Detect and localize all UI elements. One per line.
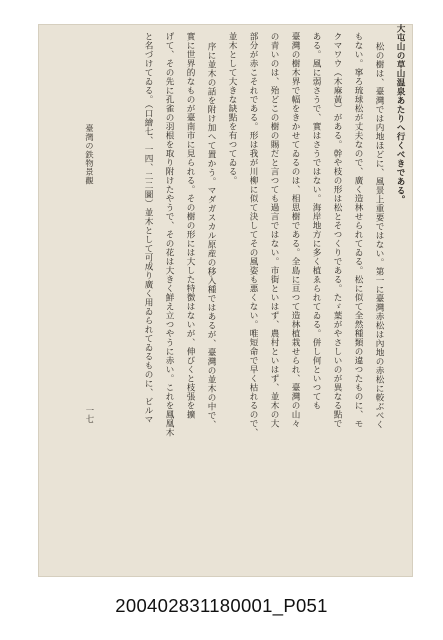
- text-line-8: 部分が赤こそれである。形は我が川柳に似て決してその風姿も悪くない。唯短命で早く枯れるので、: [248, 32, 258, 437]
- book-page: [38, 24, 413, 577]
- text-line-1: 大屯山の草山温泉あたりへ行くべきである。: [395, 24, 405, 204]
- image-id-caption: 200402831180001_P051: [115, 595, 328, 616]
- text-line-5: ある。風に弱さうで、實はさうではない。海岸地方に多く植ゑられてゐる。併し何といつても: [311, 32, 321, 410]
- text-line-13: と名づけてゐる。（口繪七、一四、二二圖）並木として可成り廣く用ゐられてゐるものに、ビルマ: [143, 32, 153, 424]
- running-head: 臺灣の鉄物景觀: [85, 124, 95, 185]
- page-number: 一七: [85, 406, 95, 423]
- text-line-7: の青いのは、殆どこの樹の賜だと言つても過言ではない。市街といはず、農村といはず、並木の大: [269, 32, 279, 428]
- text-line-2: 松の樹は、臺灣では内地ほどに、風景上重要ではない。第一に臺灣赤松は內地の赤松に較ぶべく: [374, 42, 384, 429]
- text-line-6: 臺灣の樹木界で幅をきかせてゐるのは、相思樹である。全島に亘つて造林植栽せられ、臺灣の山々: [290, 32, 300, 428]
- text-line-10: 序に並木の話を附け加へて置かう。マダガスカル原産の移入種ではあるが、臺灣の並木の中で、: [206, 42, 216, 429]
- text-line-3: もない。寧ろ琉球松が丈夫なので、廣く造林せられてゐる。松に似て全然種類の違つたものに、モ: [353, 32, 363, 428]
- text-line-12: げて、その先に孔雀の羽根を取り附けたやうで、その花は大きく鮮え立つやうに赤い。これを鳳凰木: [164, 32, 174, 437]
- text-line-11: 實に世界的なものが臺南市に見られる。その樹の形には大した特徴はないが、伸びくと枝張を擴: [185, 32, 195, 419]
- text-line-4: クマワウ（木麻黃）がある。幹や枝の形は松とそつくりである。たゞ葉がやさしいのが異なる點で: [332, 32, 342, 428]
- text-line-9: 並木として大きな缺點を有つてゐる。: [227, 32, 237, 185]
